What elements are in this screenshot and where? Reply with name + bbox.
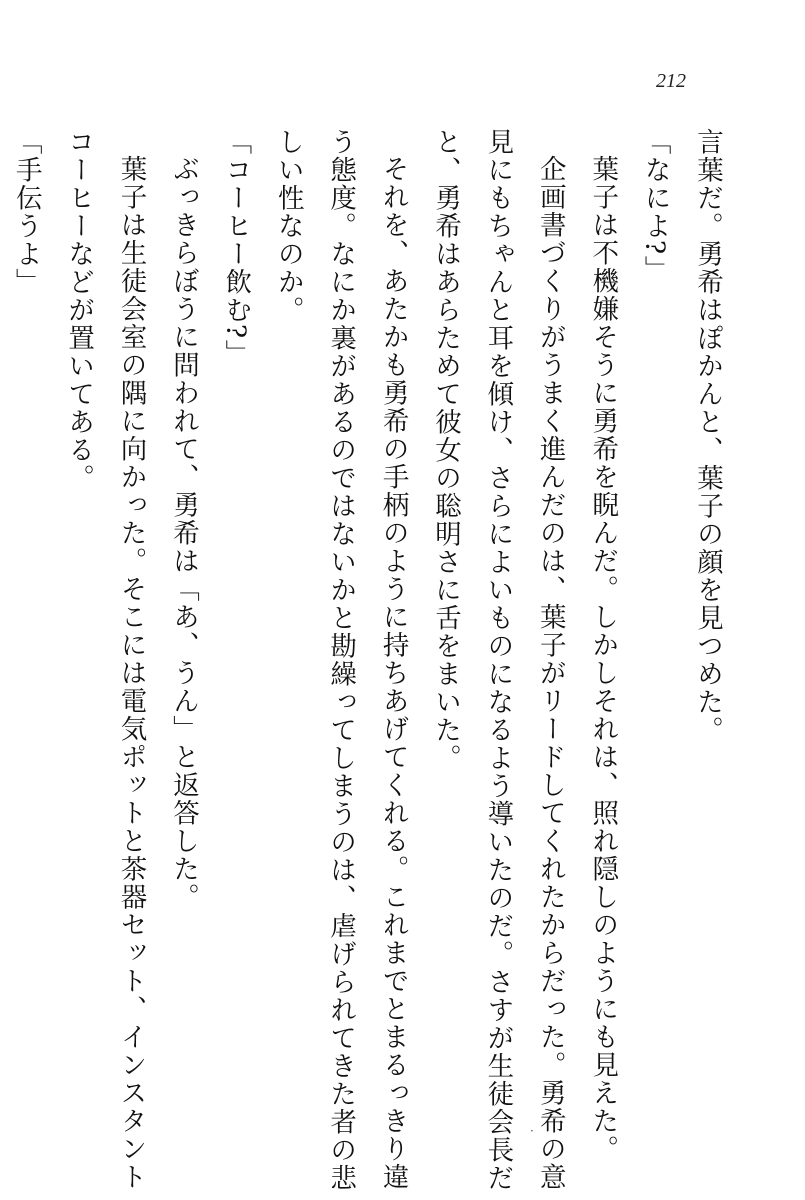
stray-mark: · xyxy=(530,1124,534,1138)
text-line-9: しい性なのか。 xyxy=(272,128,304,324)
text-line-12: 葉子は生徒会室の隅に向かった。そこには電気ポットと茶器セット、インスタント xyxy=(115,154,147,1191)
text-line-1: 言葉だ。勇希はぽかんと、葉子の顔を見つめた。 xyxy=(692,128,723,744)
text-line-5: 見にもちゃんと耳を傾け、さらによいものになるよう導いたのだ。さすが生徒会長だ xyxy=(482,128,514,1192)
text-line-7: それを、あたかも勇希の手柄のように持ちあげてくれる。これまでとまるっきり違 xyxy=(377,154,409,1191)
page-number: 212 xyxy=(656,70,686,92)
text-line-13: コーヒーなどが置いてある。 xyxy=(63,128,95,492)
text-line-6: と、勇希はあらためて彼女の聡明さに舌をまいた。 xyxy=(429,128,461,772)
text-line-10: 「コーヒー飲む?」 xyxy=(220,128,252,368)
text-line-2: 「なによ?」 xyxy=(639,128,671,284)
text-line-14: 「手伝うよ」 xyxy=(10,128,42,296)
text-line-8: う態度。なにか裏があるのではないかと勘繰ってしまうのは、虐げられてきた者の悲 xyxy=(325,128,357,1192)
text-line-3: 葉子は不機嫌そうに勇希を睨んだ。しかしそれは、照れ隠しのようにも見えた。 xyxy=(587,154,619,1163)
text-line-4: 企画書づくりがうまく進んだのは、葉子がリードしてくれたからだった。勇希の意 xyxy=(534,154,566,1191)
text-line-11: ぶっきらぼうに問われて、勇希は「あ、うん」と返答した。 xyxy=(167,154,199,911)
body-text xyxy=(0,128,733,1192)
